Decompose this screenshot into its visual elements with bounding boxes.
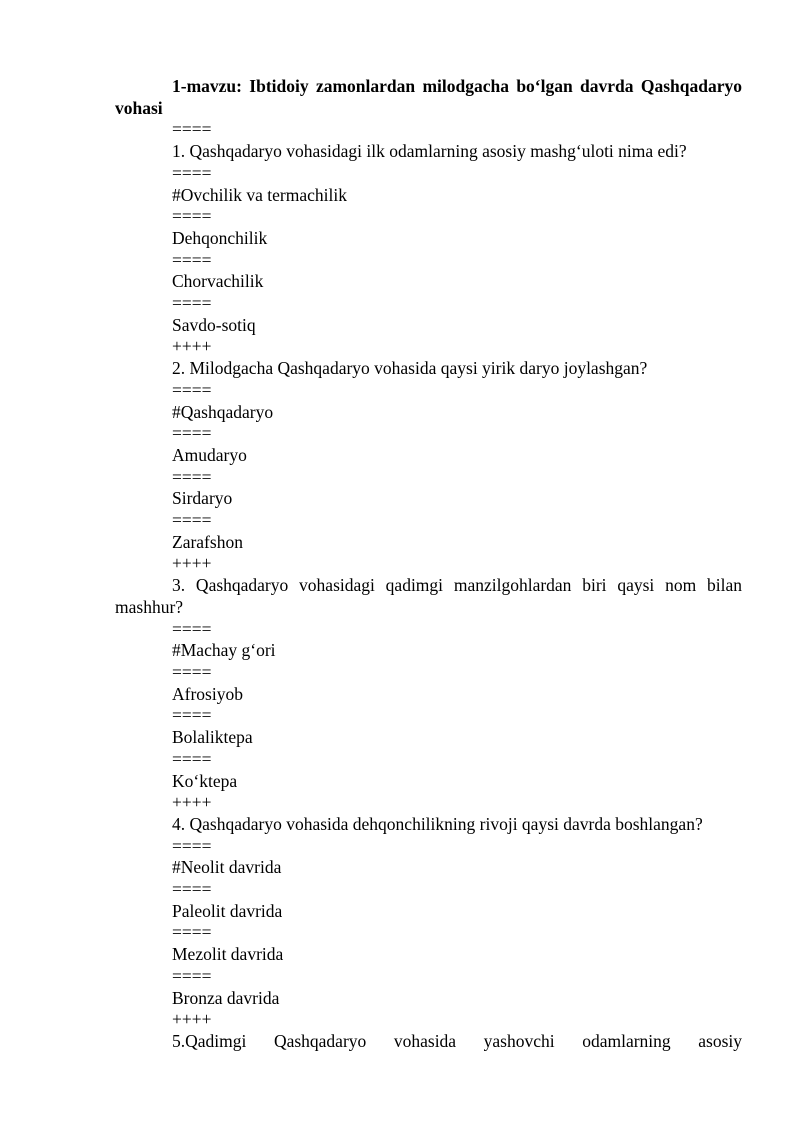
question-text: 3. Qashqadaryo vohasidagi qadimgi manzilgohlardan biri qaysi nom bilan mashhur? xyxy=(115,575,742,617)
question-text: 4. Qashqadaryo vohasida dehqonchilikning rivoji qaysi davrda boshlangan? xyxy=(172,813,703,834)
answer-option: Ko‘ktepa xyxy=(172,770,238,791)
separator: ==== xyxy=(172,510,212,531)
separator: ==== xyxy=(172,922,212,943)
separator: ==== xyxy=(172,249,212,270)
separator: ==== xyxy=(172,705,212,726)
answer-option: Zarafshon xyxy=(172,531,243,552)
separator: ==== xyxy=(172,618,212,639)
end-marker: ++++ xyxy=(172,792,212,813)
question-block xyxy=(115,814,742,1031)
answer-option-correct: #Machay g‘ori xyxy=(172,640,276,661)
answer-option: Paleolit davrida xyxy=(172,900,283,921)
end-marker: ++++ xyxy=(172,1009,212,1030)
question-block xyxy=(115,575,742,814)
separator: ==== xyxy=(172,162,212,183)
answer-option: Bronza davrida xyxy=(172,987,280,1008)
separator: ==== xyxy=(172,423,212,444)
document-title: 1-mavzu: Ibtidoiy zamonlardan milodgacha bo‘lgan davrda Qashqadaryo vohasi xyxy=(115,76,742,118)
answer-option-correct: #Ovchilik va termachilik xyxy=(172,184,347,205)
answer-option: Amudaryo xyxy=(172,444,247,465)
separator: ==== xyxy=(172,466,212,487)
answer-option: Mezolit davrida xyxy=(172,944,284,965)
answer-option: Dehqonchilik xyxy=(172,227,268,248)
answer-option: Savdo-sotiq xyxy=(172,314,256,335)
separator: ==== xyxy=(172,835,212,856)
question-block xyxy=(115,358,742,575)
separator: ==== xyxy=(172,379,212,400)
end-marker: ++++ xyxy=(172,336,212,357)
question-block xyxy=(115,1031,742,1053)
document-page xyxy=(115,76,742,1053)
answer-option-correct: #Neolit davrida xyxy=(172,857,282,878)
separator: ==== xyxy=(172,748,212,769)
answer-option: Chorvachilik xyxy=(172,271,264,292)
question-text: 2. Milodgacha Qashqadaryo vohasida qaysi yirik daryo joylashgan? xyxy=(172,358,648,379)
answer-option: Sirdaryo xyxy=(172,488,233,509)
separator: ==== xyxy=(172,965,212,986)
separator: ==== xyxy=(172,661,212,682)
separator: ==== xyxy=(172,206,212,227)
question-text: 5.Qadimgi Qashqadaryo vohasida yashovchi odamlarning asosiy xyxy=(172,1030,742,1051)
answer-option: Bolaliktepa xyxy=(172,727,253,748)
answer-option: Afrosiyob xyxy=(172,683,243,704)
question-text: 1. Qashqadaryo vohasidagi ilk odamlarning asosiy mashg‘uloti nima edi? xyxy=(172,141,687,162)
separator: ==== xyxy=(172,879,212,900)
separator: ==== xyxy=(172,293,212,314)
separator: ==== xyxy=(172,119,212,140)
end-marker: ++++ xyxy=(172,553,212,574)
question-block xyxy=(115,141,742,358)
answer-option-correct: #Qashqadaryo xyxy=(172,401,274,422)
